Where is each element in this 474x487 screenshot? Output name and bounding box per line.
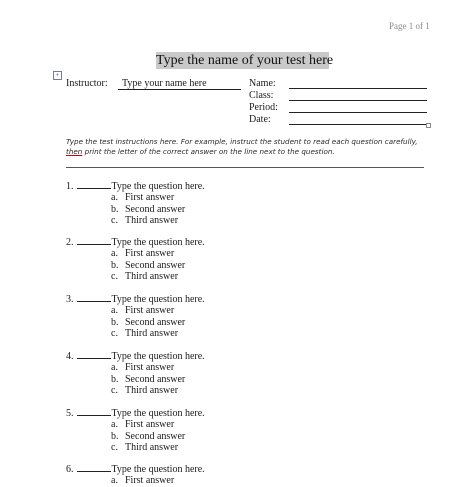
answer-option: b. Second answer [111, 316, 186, 328]
period-field-line[interactable] [289, 112, 427, 113]
question-4: 4. Type the question here. a. First answer b. Second answer c. Third answer [66, 350, 366, 397]
answer-option: a. First answer [111, 475, 175, 486]
name-field-line[interactable] [289, 88, 427, 89]
answer-option: c. Third answer [111, 271, 179, 282]
answer-option: c. Third answer [111, 385, 179, 396]
date-field-line[interactable] [289, 124, 427, 125]
instructor-name-field[interactable]: Type your name here [122, 78, 207, 89]
answer-option: a. First answer [111, 362, 175, 373]
answer-option: b. Second answer [111, 373, 186, 385]
answer-blank[interactable] [77, 350, 111, 359]
instructor-underline [118, 89, 241, 90]
instructor-label: Instructor: [66, 78, 108, 89]
question-text[interactable]: Type the question here. [111, 408, 205, 419]
class-field-line[interactable] [289, 100, 427, 101]
page-number: Page 1 of 1 [389, 21, 430, 31]
period-label: Period: [249, 102, 278, 113]
question-5: 5. Type the question here. a. First answer b. Second answer c. Third answer [66, 407, 366, 454]
answer-option: c. Third answer [111, 215, 179, 226]
table-resize-handle-icon[interactable] [426, 123, 431, 128]
section-divider [66, 167, 424, 168]
table-move-handle-icon[interactable]: + [53, 71, 62, 80]
answer-option: a. First answer [111, 248, 175, 259]
answer-blank[interactable] [77, 180, 111, 189]
answer-blank[interactable] [77, 463, 111, 472]
answer-option: b. Second answer [111, 203, 186, 215]
question-6: 6. Type the question here. a. First answer [66, 463, 366, 487]
answer-option: c. Third answer [111, 442, 179, 453]
name-label: Name: [249, 78, 276, 89]
question-3: 3. Type the question here. a. First answer b. Second answer c. Third answer [66, 293, 366, 340]
answer-blank[interactable] [77, 407, 111, 416]
answer-option: a. First answer [111, 192, 175, 203]
answer-blank[interactable] [77, 236, 111, 245]
date-label: Date: [249, 114, 271, 125]
answer-blank[interactable] [77, 293, 111, 302]
question-text[interactable]: Type the question here. [111, 464, 205, 475]
class-label: Class: [249, 90, 274, 101]
question-2: 2. Type the question here. a. First answer b. Second answer c. Third answer [66, 236, 366, 283]
question-1: 1. Type the question here. a. First answer b. Second answer c. Third answer [66, 180, 366, 227]
question-text[interactable]: Type the question here. [111, 351, 205, 362]
question-text[interactable]: Type the question here. [111, 237, 205, 248]
answer-option: a. First answer [111, 305, 175, 316]
test-title[interactable]: Type the name of your test here [156, 53, 334, 68]
answer-option: b. Second answer [111, 430, 186, 442]
answer-option: a. First answer [111, 419, 175, 430]
answer-option: c. Third answer [111, 328, 179, 339]
question-text[interactable]: Type the question here. [111, 181, 205, 192]
test-instructions[interactable]: Type the test instructions here. For example, instruct the student to read each question carefully, then print the letter of the correct answer on the line next to the question. [66, 137, 418, 156]
question-text[interactable]: Type the question here. [111, 294, 205, 305]
answer-option: b. Second answer [111, 259, 186, 271]
